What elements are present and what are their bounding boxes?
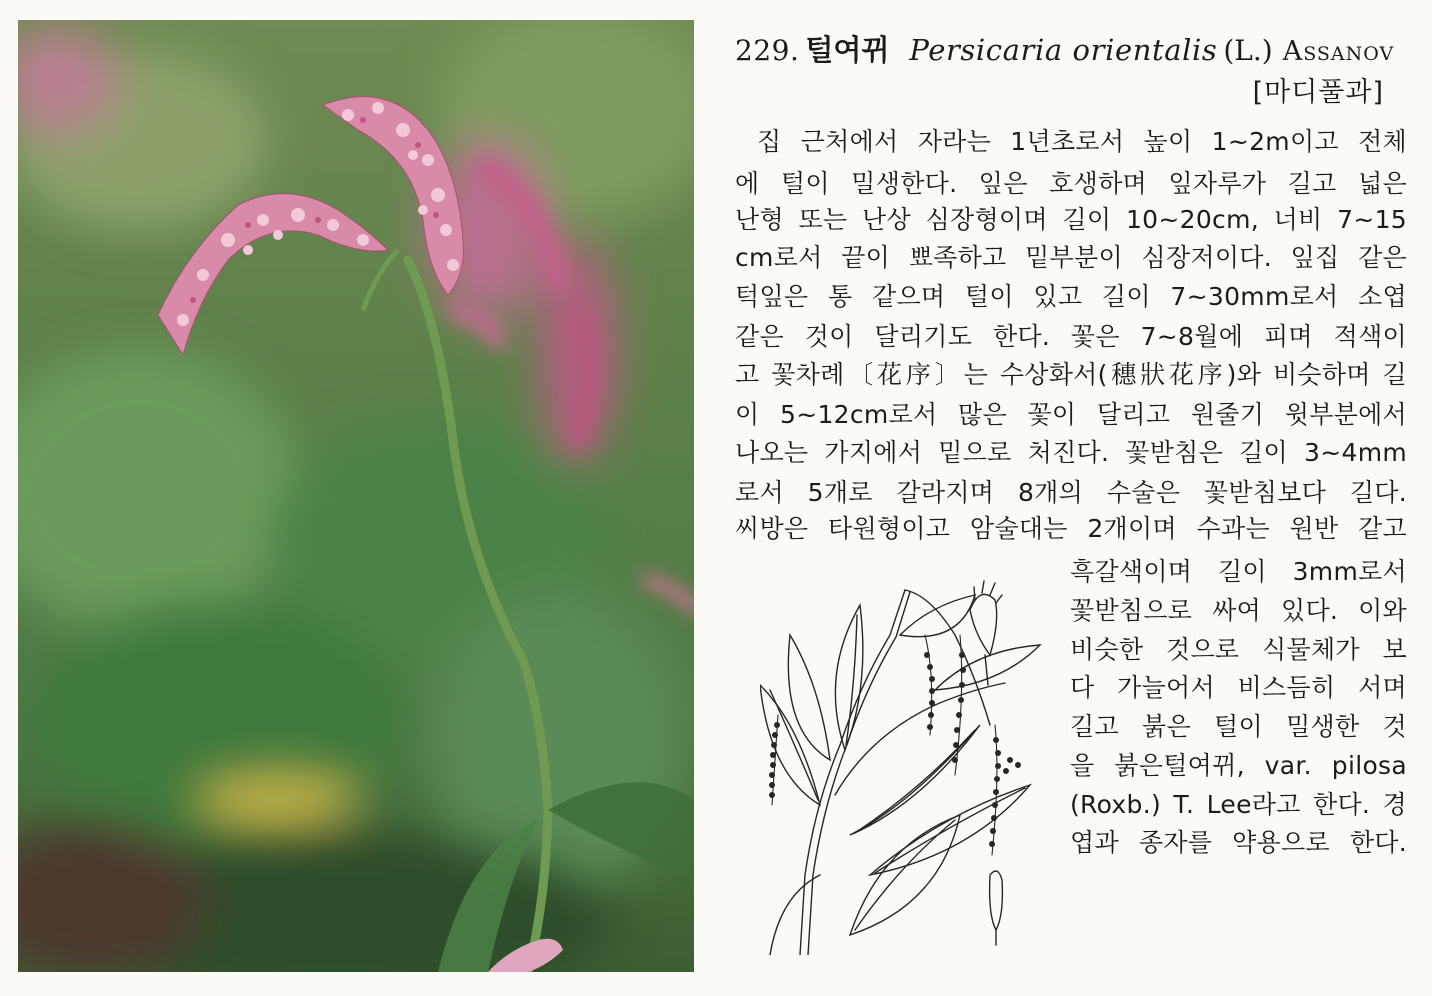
body-line: 에 털이 밀생한다. 잎은 호생하며 잎자루가 길고 넓은	[735, 169, 1407, 198]
body-line: 난형 또는 난상 심장형이며 길이 10~20cm, 너비 7~15	[735, 205, 1407, 234]
body-line: 로서 5개로 갈라지며 8개의 수술은 꽃받침보다 길다.	[735, 478, 1407, 507]
body-line: 길고 붉은 털이 밀생한 것	[1070, 712, 1407, 741]
scientific-name: Persicaria orientalis	[909, 33, 1218, 67]
botanical-drawing-illustration	[760, 575, 1050, 955]
body-line: 다 가늘어서 비스듬히 서며	[1070, 673, 1407, 702]
body-line: 흑갈색이며 길이 3mm로서	[1070, 557, 1407, 586]
body-line: 이 5~12cm로서 많은 꽃이 달리고 원줄기 윗부분에서	[735, 400, 1407, 429]
body-line: 나오는 가지에서 밑으로 처진다. 꽃받침은 길이 3~4mm	[735, 438, 1407, 467]
body-line: 을 붉은털여뀌, var. pilosa	[1070, 751, 1407, 780]
botanical-drawing	[760, 575, 1050, 955]
plant-photo	[18, 20, 694, 972]
korean-name: 털여뀌	[805, 33, 890, 67]
body-line: 집 근처에서 자라는 1년초로서 높이 1~2m이고 전체	[757, 127, 1407, 156]
body-line: (Roxb.) T. Lee라고 한다. 경	[1070, 790, 1407, 819]
author-abbrev: (L.)	[1223, 34, 1273, 67]
body-line: 씨방은 타원형이고 암술대는 2개이며 수과는 원반 같고	[735, 514, 1407, 543]
body-line: 같은 것이 달리기도 한다. 꽃은 7~8월에 피며 적색이	[735, 322, 1407, 351]
body-line: 꽃받침으로 싸여 있다. 이와	[1070, 596, 1407, 625]
entry-header	[735, 28, 1395, 69]
author-name: Assanov	[1282, 36, 1395, 67]
entry-number: 229.	[735, 34, 800, 67]
family-name: [마디풀과]	[1252, 77, 1384, 108]
body-line: 고 꽃차례〔花序〕는 수상화서(穗狀花序)와 비슷하며 길	[735, 360, 1407, 389]
body-line: 엽과 종자를 약용으로 한다.	[1070, 828, 1407, 857]
body-line: cm로서 끝이 뾰족하고 밑부분이 심장저이다. 잎집 같은	[735, 243, 1407, 272]
body-line: 턱잎은 통 같으며 털이 있고 길이 7~30mm로서 소엽	[735, 282, 1407, 311]
plant-photo-illustration	[18, 20, 694, 972]
body-line: 비슷한 것으로 식물체가 보	[1070, 635, 1407, 664]
